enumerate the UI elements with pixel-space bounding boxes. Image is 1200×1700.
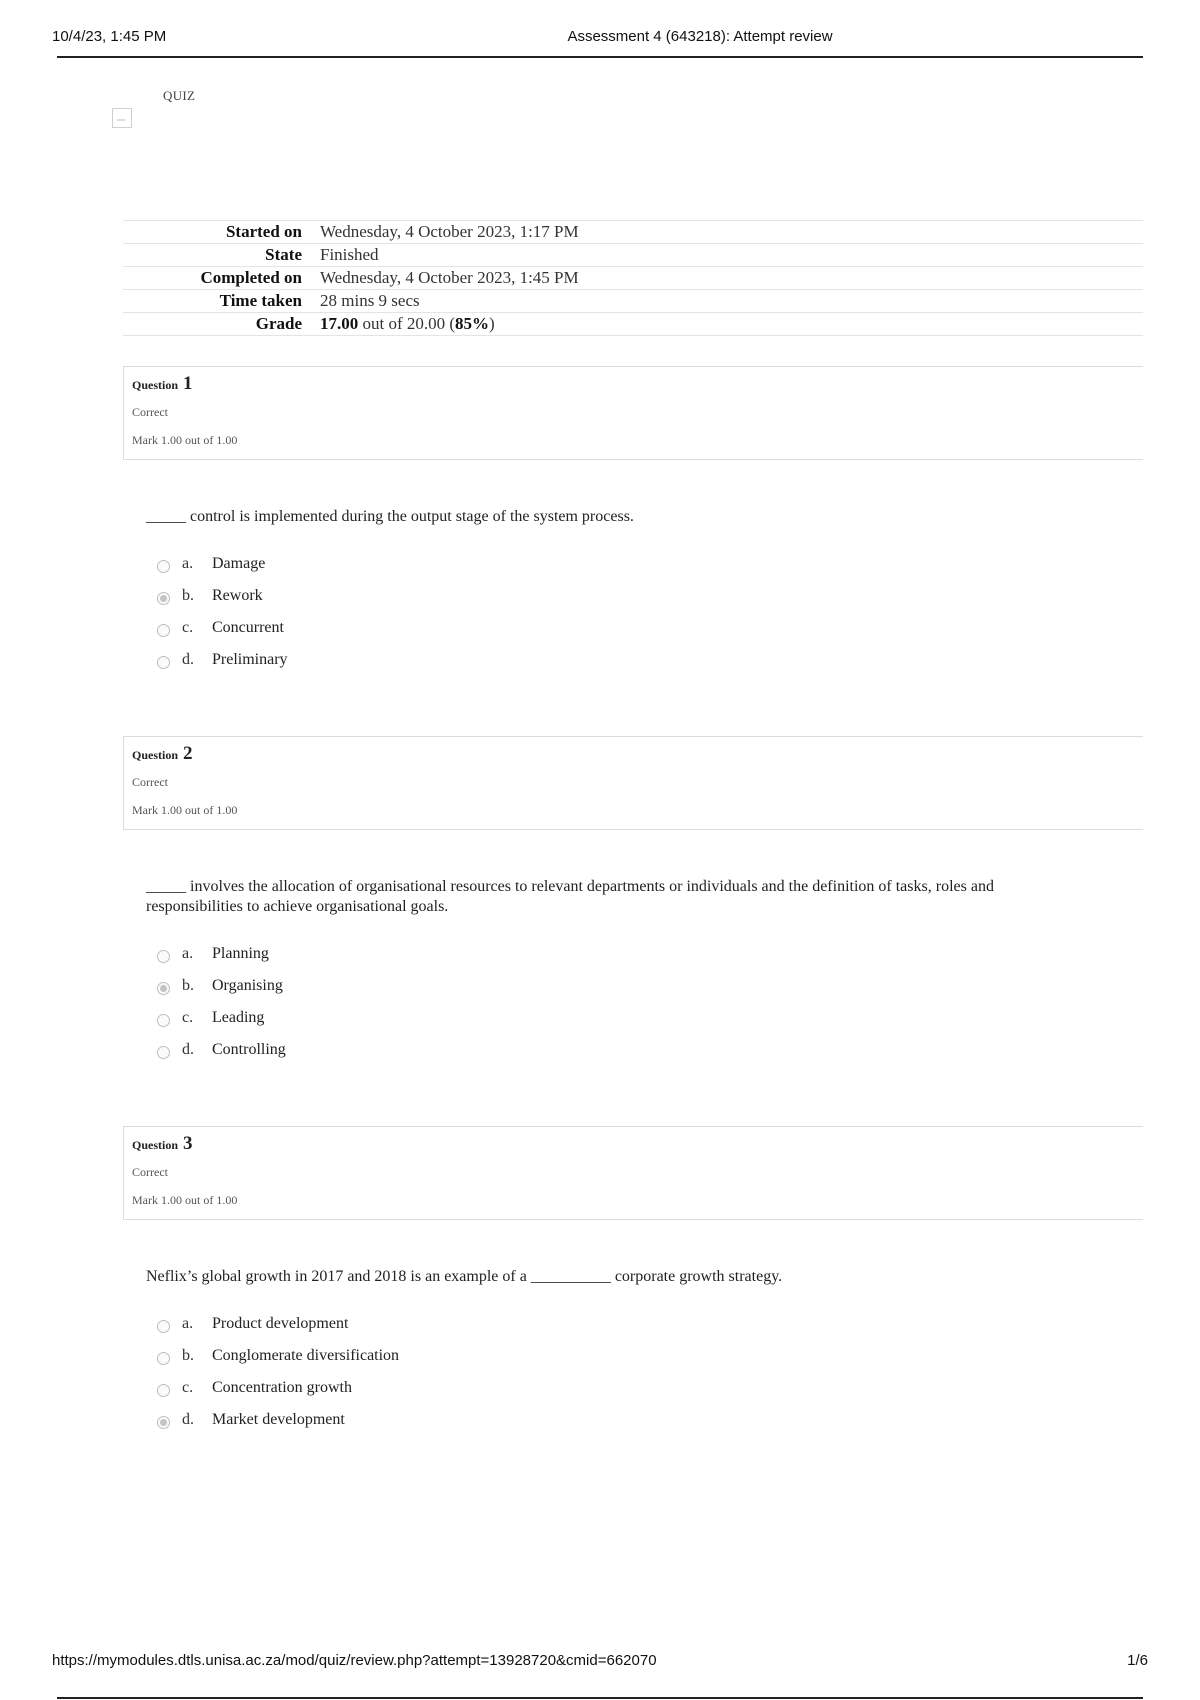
answer-letter: a.	[182, 555, 194, 572]
question-label: Question	[132, 1138, 179, 1152]
quiz-icon	[112, 108, 132, 128]
summary-label: State	[265, 245, 302, 264]
answer-radio[interactable]	[157, 1352, 170, 1365]
question-number-value: 1	[183, 373, 193, 394]
answer-letter: b.	[182, 587, 194, 604]
summary-label: Completed on	[200, 268, 302, 287]
answer-letter: d.	[182, 651, 194, 668]
question-number	[132, 743, 193, 765]
question-label: Question	[132, 378, 179, 392]
question-number-value: 3	[183, 1133, 193, 1154]
activity-type-label: QUIZ	[163, 88, 196, 103]
summary-row	[123, 221, 1143, 244]
summary-row	[123, 290, 1143, 313]
page-url: https://mymodules.dtls.unisa.ac.za/mod/quiz/review.php?attempt=13928720&cmid=662070	[52, 1652, 657, 1669]
attempt-summary-table	[123, 220, 1143, 336]
grade-out-of: out of 20.00 (	[358, 314, 456, 333]
summary-row	[123, 267, 1143, 290]
question-mark: Mark 1.00 out of 1.00	[132, 1193, 238, 1207]
answer-letter: b.	[182, 977, 194, 994]
question-state: Correct	[132, 775, 168, 789]
answer-text: Rework	[212, 587, 263, 604]
answer-radio-selected[interactable]	[157, 592, 170, 605]
summary-value: Wednesday, 4 October 2023, 1:45 PM	[320, 268, 579, 287]
answer-text: Leading	[212, 1009, 265, 1026]
question-number	[132, 1133, 193, 1155]
answer-radio[interactable]	[157, 1046, 170, 1059]
print-datetime: 10/4/23, 1:45 PM	[52, 28, 167, 45]
grade-value	[320, 313, 1143, 336]
answer-text: Organising	[212, 977, 283, 994]
summary-value: Finished	[320, 245, 379, 264]
grade-percent: 85%	[455, 314, 490, 333]
answer-radio-selected[interactable]	[157, 982, 170, 995]
question-label: Question	[132, 748, 179, 762]
question-2-text: _____ involves the allocation of organisational resources to relevant departments or individuals and the definition of tasks, roles and responsibilities to achieve organisational goals.	[146, 878, 994, 915]
grade-row	[123, 313, 1143, 336]
answer-text: Concurrent	[212, 619, 284, 636]
answer-letter: a.	[182, 1315, 194, 1332]
answer-text: Damage	[212, 555, 266, 572]
grade-score: 17.00	[320, 314, 359, 333]
question-1-text: _____ control is implemented during the output stage of the system process.	[146, 508, 634, 525]
answer-letter: c.	[182, 1379, 194, 1396]
footer-divider	[57, 1697, 1143, 1699]
answer-radio[interactable]	[157, 1384, 170, 1397]
answer-letter: c.	[182, 1009, 194, 1026]
print-page-title: Assessment 4 (643218): Attempt review	[567, 28, 833, 45]
grade-label: Grade	[255, 314, 302, 333]
answer-text: Planning	[212, 945, 269, 962]
page-number: 1/6	[1127, 1652, 1148, 1669]
answer-letter: b.	[182, 1347, 194, 1364]
answer-text: Preliminary	[212, 651, 288, 668]
answer-text: Controlling	[212, 1041, 286, 1058]
question-state: Correct	[132, 405, 168, 419]
answer-letter: d.	[182, 1041, 194, 1058]
answer-letter: c.	[182, 619, 194, 636]
answer-radio[interactable]	[157, 950, 170, 963]
answer-radio[interactable]	[157, 656, 170, 669]
answer-radio[interactable]	[157, 1320, 170, 1333]
summary-value: 28 mins 9 secs	[320, 291, 420, 310]
grade-close: )	[489, 314, 495, 333]
answer-letter: a.	[182, 945, 194, 962]
question-3-info	[123, 1126, 1143, 1220]
header-divider	[57, 56, 1143, 58]
summary-row	[123, 244, 1143, 267]
summary-label: Time taken	[219, 291, 302, 310]
print-footer	[52, 1652, 1148, 1669]
question-2-info	[123, 736, 1143, 830]
summary-value: Wednesday, 4 October 2023, 1:17 PM	[320, 222, 579, 241]
question-number-value: 2	[183, 743, 193, 764]
question-state: Correct	[132, 1165, 168, 1179]
question-1-info	[123, 366, 1143, 460]
question-mark: Mark 1.00 out of 1.00	[132, 433, 238, 447]
answer-text: Conglomerate diversification	[212, 1347, 400, 1364]
answer-radio[interactable]	[157, 1014, 170, 1027]
question-3-text: Neflix’s global growth in 2017 and 2018 is an example of a __________ corporate growth strategy.	[146, 1268, 783, 1285]
answer-text: Product development	[212, 1315, 349, 1332]
answer-letter: d.	[182, 1411, 194, 1428]
question-number	[132, 373, 193, 395]
answer-radio[interactable]	[157, 624, 170, 637]
answer-text: Market development	[212, 1411, 345, 1428]
summary-label: Started on	[225, 222, 302, 241]
answer-radio[interactable]	[157, 560, 170, 573]
answer-radio-selected[interactable]	[157, 1416, 170, 1429]
question-mark: Mark 1.00 out of 1.00	[132, 803, 238, 817]
answer-text: Concentration growth	[212, 1379, 352, 1396]
